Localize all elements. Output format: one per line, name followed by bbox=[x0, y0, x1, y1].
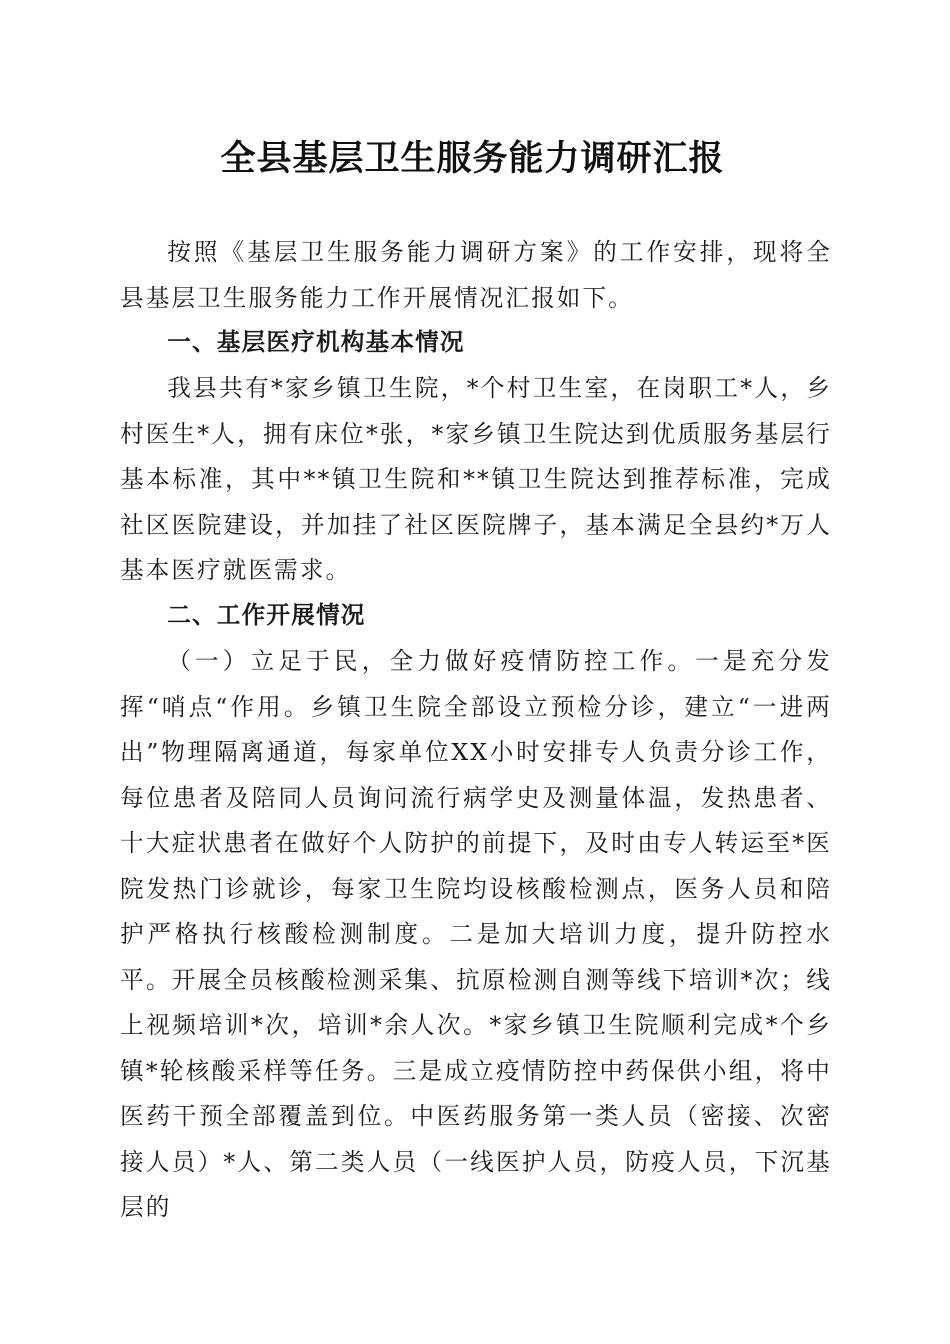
intro-paragraph: 按照《基层卫生服务能力调研方案》的工作安排，现将全县基层卫生服务能力工作开展情况汇报如下。 bbox=[120, 238, 832, 312]
section-1-heading: 一、基层医疗机构基本情况 bbox=[167, 328, 465, 356]
document-title: 全县基层卫生服务能力调研汇报 bbox=[220, 138, 725, 179]
subsection-1-body: 一是充分发挥“哨点“作用。乡镇卫生院全部设立预检分诊，建立“一进两出”物理隔离通道，每家单位XX小时安排专人负责分诊工作，每位患者及陪同人员询问流行病学史及测量体温，发热患者、十大症状患者在做好个人防护的前提下，及时由专人转运至*医院发热门诊就诊，每家卫生院均设核酸检测点，医务人员和陪护严格执行核酸检测制度。二是加大培训力度，提升防控水平。开展全员核酸检测采集、抗原检测自测等线下培训*次；线上视频培训*次，培训*余人次。*家乡镇卫生院顺利完成*个乡镇*轮核酸采样等任务。三是成立疫情防控中药保供小组，将中医药干预全部覆盖到位。中医药服务第一类人员（密接、次密接人员）*人、第二类人员（一线医护人员，防疫人员，下沉基层的 bbox=[120, 647, 832, 1221]
section-1-paragraph: 我县共有*家乡镇卫生院，*个村卫生室，在岗职工*人，乡村医生*人，拥有床位*张，*家乡镇卫生院达到优质服务基层行基本标准，其中**镇卫生院和**镇卫生院达到推荐标准，完成社区医院建设，并加挂了社区医院牌子，基本满足全县约*万人基本医疗就医需求。 bbox=[120, 374, 832, 584]
section-2-paragraph bbox=[120, 639, 832, 1231]
subsection-1-heading: （一）立足于民，全力做好疫情防控工作。 bbox=[167, 647, 696, 675]
section-2-heading: 二、工作开展情况 bbox=[167, 601, 366, 629]
